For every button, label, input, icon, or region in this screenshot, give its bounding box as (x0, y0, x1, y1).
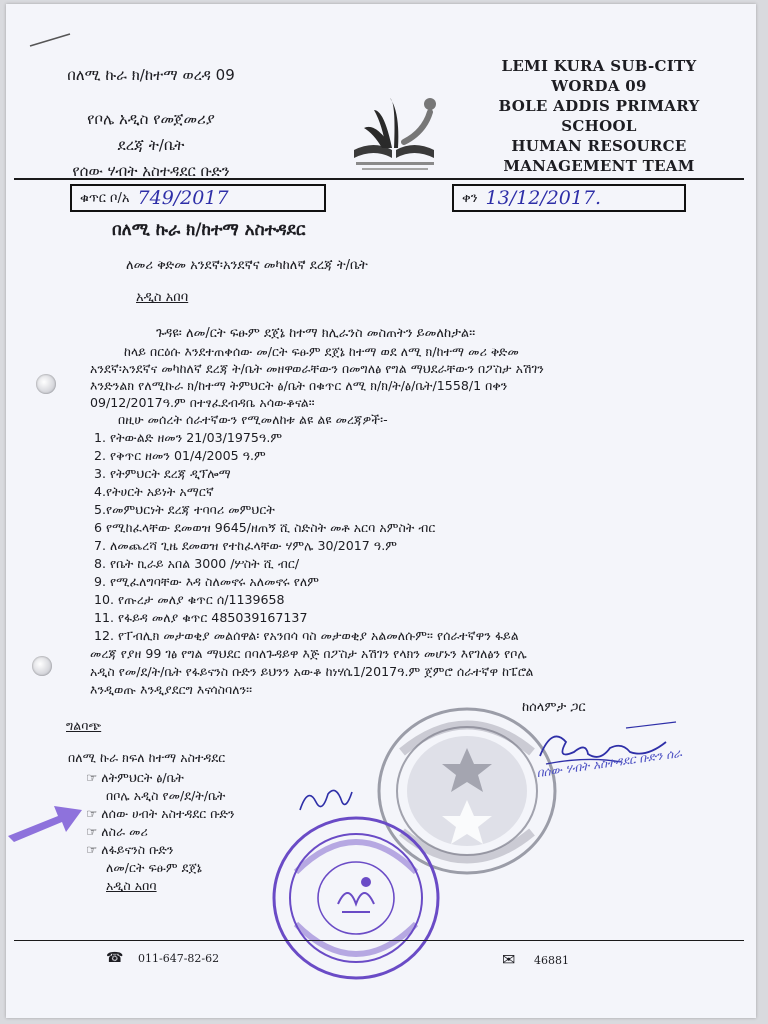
list-item: 5.የመምህርነት ደረጃ ተባባሪ መምህርት (94, 502, 275, 517)
punch-hole (36, 374, 56, 394)
header-english (474, 56, 724, 176)
signature-title-stamp: በሰው ሃብት አስተዳደር ቡድን ሰራ (535, 745, 683, 781)
date-box (452, 184, 686, 212)
list-item: 6 የሚከፈላቸው ደመወዝ 9645/ዘጠኝ ሺ ስድስት መቶ አርባ አምስት ብር (94, 520, 436, 535)
footer-phone: 011-647-82-62 (138, 952, 220, 965)
reference-box (70, 184, 326, 212)
header-en-line: HUMAN RESOURCE (511, 137, 687, 155)
header-amharic (36, 62, 266, 184)
list-item: 7. ለመጨረሻ ጊዜ ደመወዝ የተከፈላቸው ሃምሌ 30/2017 ዓ.ም (94, 538, 397, 553)
subject-line: ጉዳዩ፡ ለመ/ርት ፍፁም ደጀኔ ከተማ ክሊራንስ መስጠትን ይመለከታል። (156, 326, 476, 341)
violet-arrow-mark (6, 800, 86, 844)
list-item: 10. የጡረታ መለያ ቁጥር ሰ/1139658 (94, 592, 285, 607)
school-logo (334, 92, 454, 176)
cc-line: ☞ ለሰው ሀብት አስተዳደር ቡድን (86, 806, 235, 821)
mail-icon: ✉ (502, 950, 516, 969)
cc-line: በለሚ ኩራ ክፍለ ከተማ አስተዳደር (68, 750, 226, 765)
letter-page (6, 4, 756, 1018)
header-am-line: የሰው ሃብት አስተዳደር ቡድን (72, 162, 230, 180)
header-en-line: BOLE ADDIS PRIMARY (498, 97, 700, 115)
cc-line: አዲስ አበባ (106, 878, 157, 893)
list-item-12-cont: መረጃ የያዘ 99 ገፅ የግል ማህደር በባለጉዳይዋ እጅ በፖስታ አሽገን የላክን መሆኑን እየገለፅን የቦሌ (90, 646, 527, 661)
date-label: ቀን (462, 190, 478, 206)
header-rule (14, 178, 744, 180)
cc-line: ☞ ለፋይናንስ ቡድን (86, 842, 174, 857)
closing-salutation: ከሰላምታ ጋር (522, 700, 586, 715)
recipient-line-1: በለሚ ኩራ ክ/ከተማ አስተዳደር (112, 220, 306, 240)
list-item-12-cont: እንዲወጡ እንዲያደርግ እናሳስባለን፡፡ (90, 682, 253, 697)
date-value: 13/12/2017. (485, 187, 602, 209)
reference-number: 749/2017 (137, 187, 229, 209)
cc-line: በቦሌ አዲስ የመ/ደ/ት/ቤት (106, 788, 226, 803)
header-en-line: MANAGEMENT TEAM (503, 157, 695, 175)
recipient-city: አዲስ አበባ (136, 290, 189, 305)
body-line: በዚሁ መሰረት ሰራተኛውን የሚመለከቱ ልዩ ልዩ መረጃዎች፡- (118, 412, 388, 427)
pen-mark (26, 28, 76, 52)
footer-rule (14, 940, 744, 941)
header-en-line: WORDA 09 (551, 77, 647, 95)
body-line: አንደኛ፡አንደኛና መካከለኛ ደረጃ ት/ቤት መዘዋወራቸውን በመግለፅ የግል ማህደራቸውን በፖስታ አሽገን (90, 361, 544, 376)
header-en-line: SCHOOL (561, 117, 637, 135)
body-line: 09/12/2017ዓ.ም በተፃፈደብዳቤ አሳውቆናል። (90, 395, 315, 410)
list-item: 1. የትውልድ ዘመን 21/03/1975ዓ.ም (94, 430, 283, 445)
cc-line: ☞ ለስራ መሪ (86, 824, 148, 839)
list-item-12: 12. የፐብሊክ መታወቂያ መልሰዋል፡ የአንበሳ ባስ መታወቂያ አልመለሱም፡፡ የሰራተኛዋን ፋይል (94, 628, 519, 643)
header-am-line: ደረጃ ት/ቤት (117, 136, 185, 154)
cc-line: ☞ ለትምህርት ፅ/ቤት (86, 770, 184, 785)
list-item: 3. የትምህርት ደረጃ ዲፕሎማ (94, 466, 231, 481)
punch-hole (32, 656, 52, 676)
list-item: 9. የሚፈለግባቸው እዳ ስለመኖሩ አለመኖሩ የለም (94, 574, 319, 589)
list-item: 4.የትሀርት አይነት አማርኛ (94, 484, 214, 499)
header-am-line: በለሚ ኩራ ክ/ከተማ ወረዳ 09 (67, 66, 235, 84)
list-item: 8. የቤት ኪራይ አበል 3000 /ሦስት ሺ ብር/ (94, 556, 300, 571)
recipient-line-2: ለመሪ ቅድመ አንደኛ፡አንደኛና መካከለኛ ደረጃ ት/ቤት (126, 258, 368, 273)
phone-icon: ☎ (106, 950, 124, 966)
footer-pobox: 46881 (534, 954, 569, 967)
body-line: ከላይ በርዕሱ እንደተጠቀሰው መ/ርት ፍፁም ደጀኔ ከተማ ወደ ለሚ ክ/ከተማ መሪ ቅድመ (124, 344, 519, 359)
list-item: 11. የፋይዳ መለያ ቁጥር 485039167137 (94, 610, 308, 625)
reference-label: ቁጥር ቦ/አ (80, 190, 130, 206)
list-item-12-cont: አዲስ የመ/ደ/ት/ቤት የፋይናንስ ቡድን ይህንን አውቆ ከነሃሴ1/2017ዓ.ም ጀምሮ ሰራተኛዋ ከፔሮል (90, 664, 534, 679)
cc-title: ግልባጭ (66, 718, 102, 733)
body-line: እንድንልክ የለሚኩራ ክ/ከተማ ትምህርት ፅ/ቤት በቁጥር ለሚ ክ/ክ/ት/ፅ/ቤት/1558/1 በቀን (90, 378, 508, 393)
school-violet-stamp (268, 812, 444, 984)
list-item: 2. የቅጥር ዘመን 01/4/2005 ዓ.ም (94, 448, 266, 463)
cc-line: ለመ/ርት ፍፁም ደጀኔ (106, 860, 202, 875)
header-am-line: የቦሌ አዲስ የመጀመሪያ (87, 110, 215, 128)
header-en-line: LEMI KURA SUB-CITY (501, 57, 697, 75)
